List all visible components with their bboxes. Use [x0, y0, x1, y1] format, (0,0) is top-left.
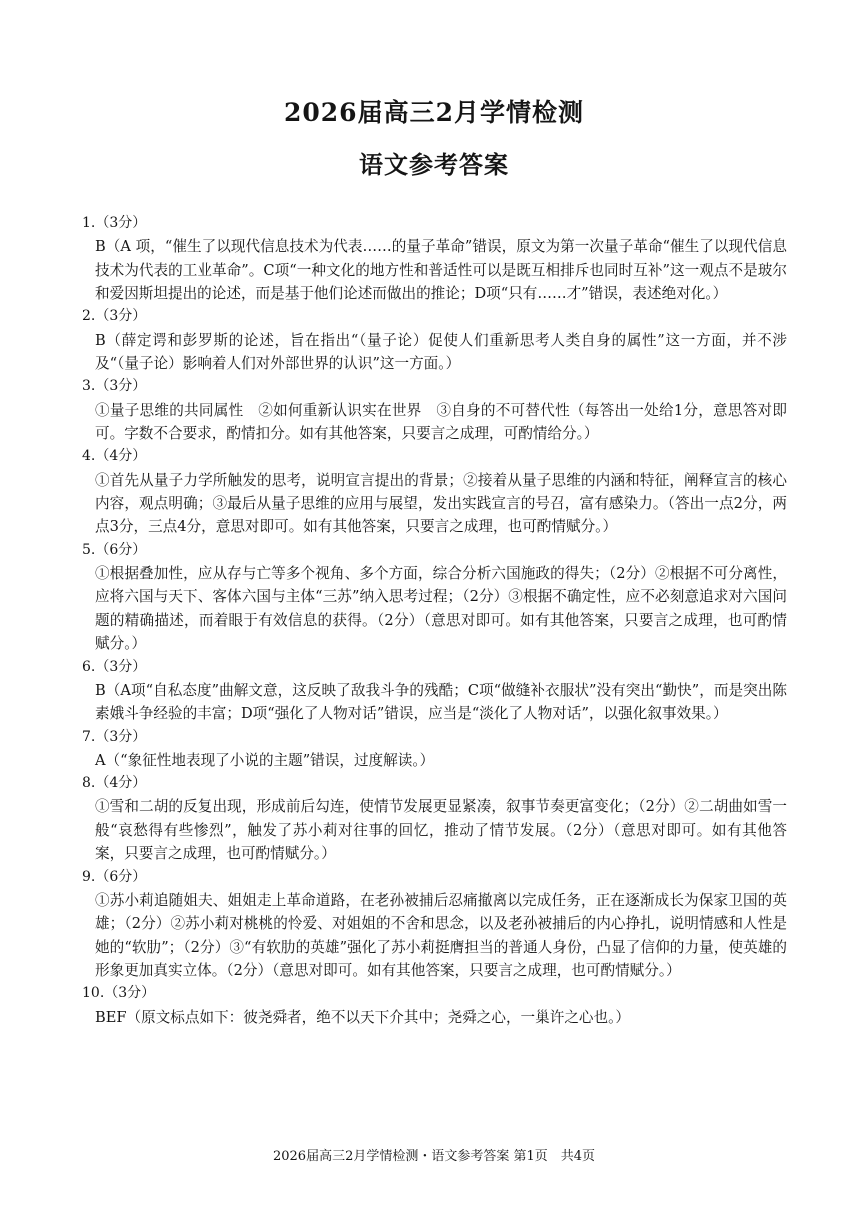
question-number: 6.（3分）	[82, 658, 147, 675]
answer-item-4	[82, 445, 787, 538]
answer-text: BEF（原文标点如下：彼尧舜者，绝不以天下介其中；尧舜之心，一巢许之心也。）	[95, 1008, 630, 1026]
answer-text: B（薛定谔和彭罗斯的论述，旨在指出“（量子论）促使人们重新思考人类自身的属性”这一方面，并不涉及“（量子论）影响着人们对外部世界的认识”这一方面。）	[95, 331, 787, 372]
answer-item-7	[82, 726, 787, 773]
question-number: 7.（3分）	[82, 728, 147, 745]
answer-text: B（A项“自私态度”曲解文意，这反映了敌我斗争的残酷；C项“做缝补衣服状”没有突出“勤快”，而是突出陈素娥斗争经验的丰富；D项“强化了人物对话”错误，应当是“淡化了人物对话”，以强化叙事效果。）	[95, 681, 787, 723]
answer-list	[82, 212, 787, 1029]
answer-item-6	[82, 656, 787, 726]
answer-text: A（“象征性地表现了小说的主题”错误，过度解读。）	[95, 751, 435, 769]
answer-text: ①首先从量子力学所触发的思考，说明宣言提出的背景；②接着从量子思维的内涵和特征，阐释宣言的核心内容，观点明确；③最后从量子思维的应用与展望，发出实践宣言的号召，富有感染力。（答出一点2分，两点3分，三点4分，意思对即可。如有其他答案，只要言之成理，也可酌情赋分。）	[95, 471, 787, 536]
answer-item-2	[82, 305, 787, 375]
answer-text: ①苏小莉追随姐夫、姐姐走上革命道路，在老孙被捕后忍痛撤离以完成任务，正在逐渐成长为保家卫国的英雄；（2分）②苏小莉对桃桃的怜爱、对姐姐的不舍和思念，以及老孙被捕后的内心挣扎，说明情感和人性是她的“软肋”；（2分）③“有软肋的英雄”强化了苏小莉挺膺担当的普通人身份，凸显了信仰的力量，使英雄的形象更加真实立体。（2分）（意思对即可。如有其他答案，只要言之成理，也可酌情赋分。）	[95, 891, 787, 980]
question-number: 2.（3分）	[82, 308, 147, 325]
answer-item-9	[82, 866, 787, 983]
answer-item-3	[82, 375, 787, 445]
answer-item-1	[82, 212, 787, 305]
answer-text: B（A 项，“催生了以现代信息技术为代表……的量子革命”错误，原文为第一次量子革命“催生了以现代信息技术为代表的工业革命”。C项“一种文化的地方性和普适性可以是既互相排斥也同时互补”这一观点不是玻尔和爱因斯坦提出的论述，而是基于他们论述而做出的推论；D项“只有……才”错误，表述绝对化。）	[95, 238, 787, 302]
answer-text: ①雪和二胡的反复出现，形成前后勾连，使情节发展更显紧凑，叙事节奏更富变化；（2分）②二胡曲如雪一般“哀愁得有些惨烈”，触发了苏小莉对往事的回忆，推动了情节发展。（2分）（意思对即可。如有其他答案，只要言之成理，也可酌情赋分。）	[95, 798, 787, 863]
question-number: 9.（6分）	[82, 868, 147, 885]
page-subtitle: 语文参考答案	[359, 150, 509, 179]
page-footer: 2026届高三2月学情检测・语文参考答案 第1页 共4页	[272, 1149, 596, 1164]
question-number: 5.（6分）	[82, 541, 147, 558]
question-number: 4.（4分）	[82, 448, 147, 465]
answer-item-5	[82, 539, 787, 656]
answer-item-8	[82, 772, 787, 865]
answer-text: ①根据叠加性，应从存与亡等多个视角、多个方面，综合分析六国施政的得失；（2分）②根据不可分离性，应将六国与天下、客体六国与主体“三苏”纳入思考过程；（2分）③根据不确定性，应不必刻意追求对六国问题的精确描述，而着眼于有效信息的获得。（2分）（意思对即可。如有其他答案，只要言之成理，也可酌情赋分。）	[95, 565, 787, 653]
question-number: 10.（3分）	[82, 985, 156, 1002]
question-number: 8.（4分）	[82, 775, 147, 792]
answer-item-10	[82, 982, 787, 1029]
page-title: 2026届高三2月学情检测	[284, 98, 584, 127]
question-number: 1.（3分）	[82, 215, 147, 231]
answer-text: ①量子思维的共同属性 ②如何重新认识实在世界 ③自身的不可替代性（每答出一处给1分，意思答对即可。字数不合要求，酌情扣分。如有其他答案，只要言之成理，可酌情给分。）	[95, 401, 787, 442]
question-number: 3.（3分）	[82, 378, 147, 395]
